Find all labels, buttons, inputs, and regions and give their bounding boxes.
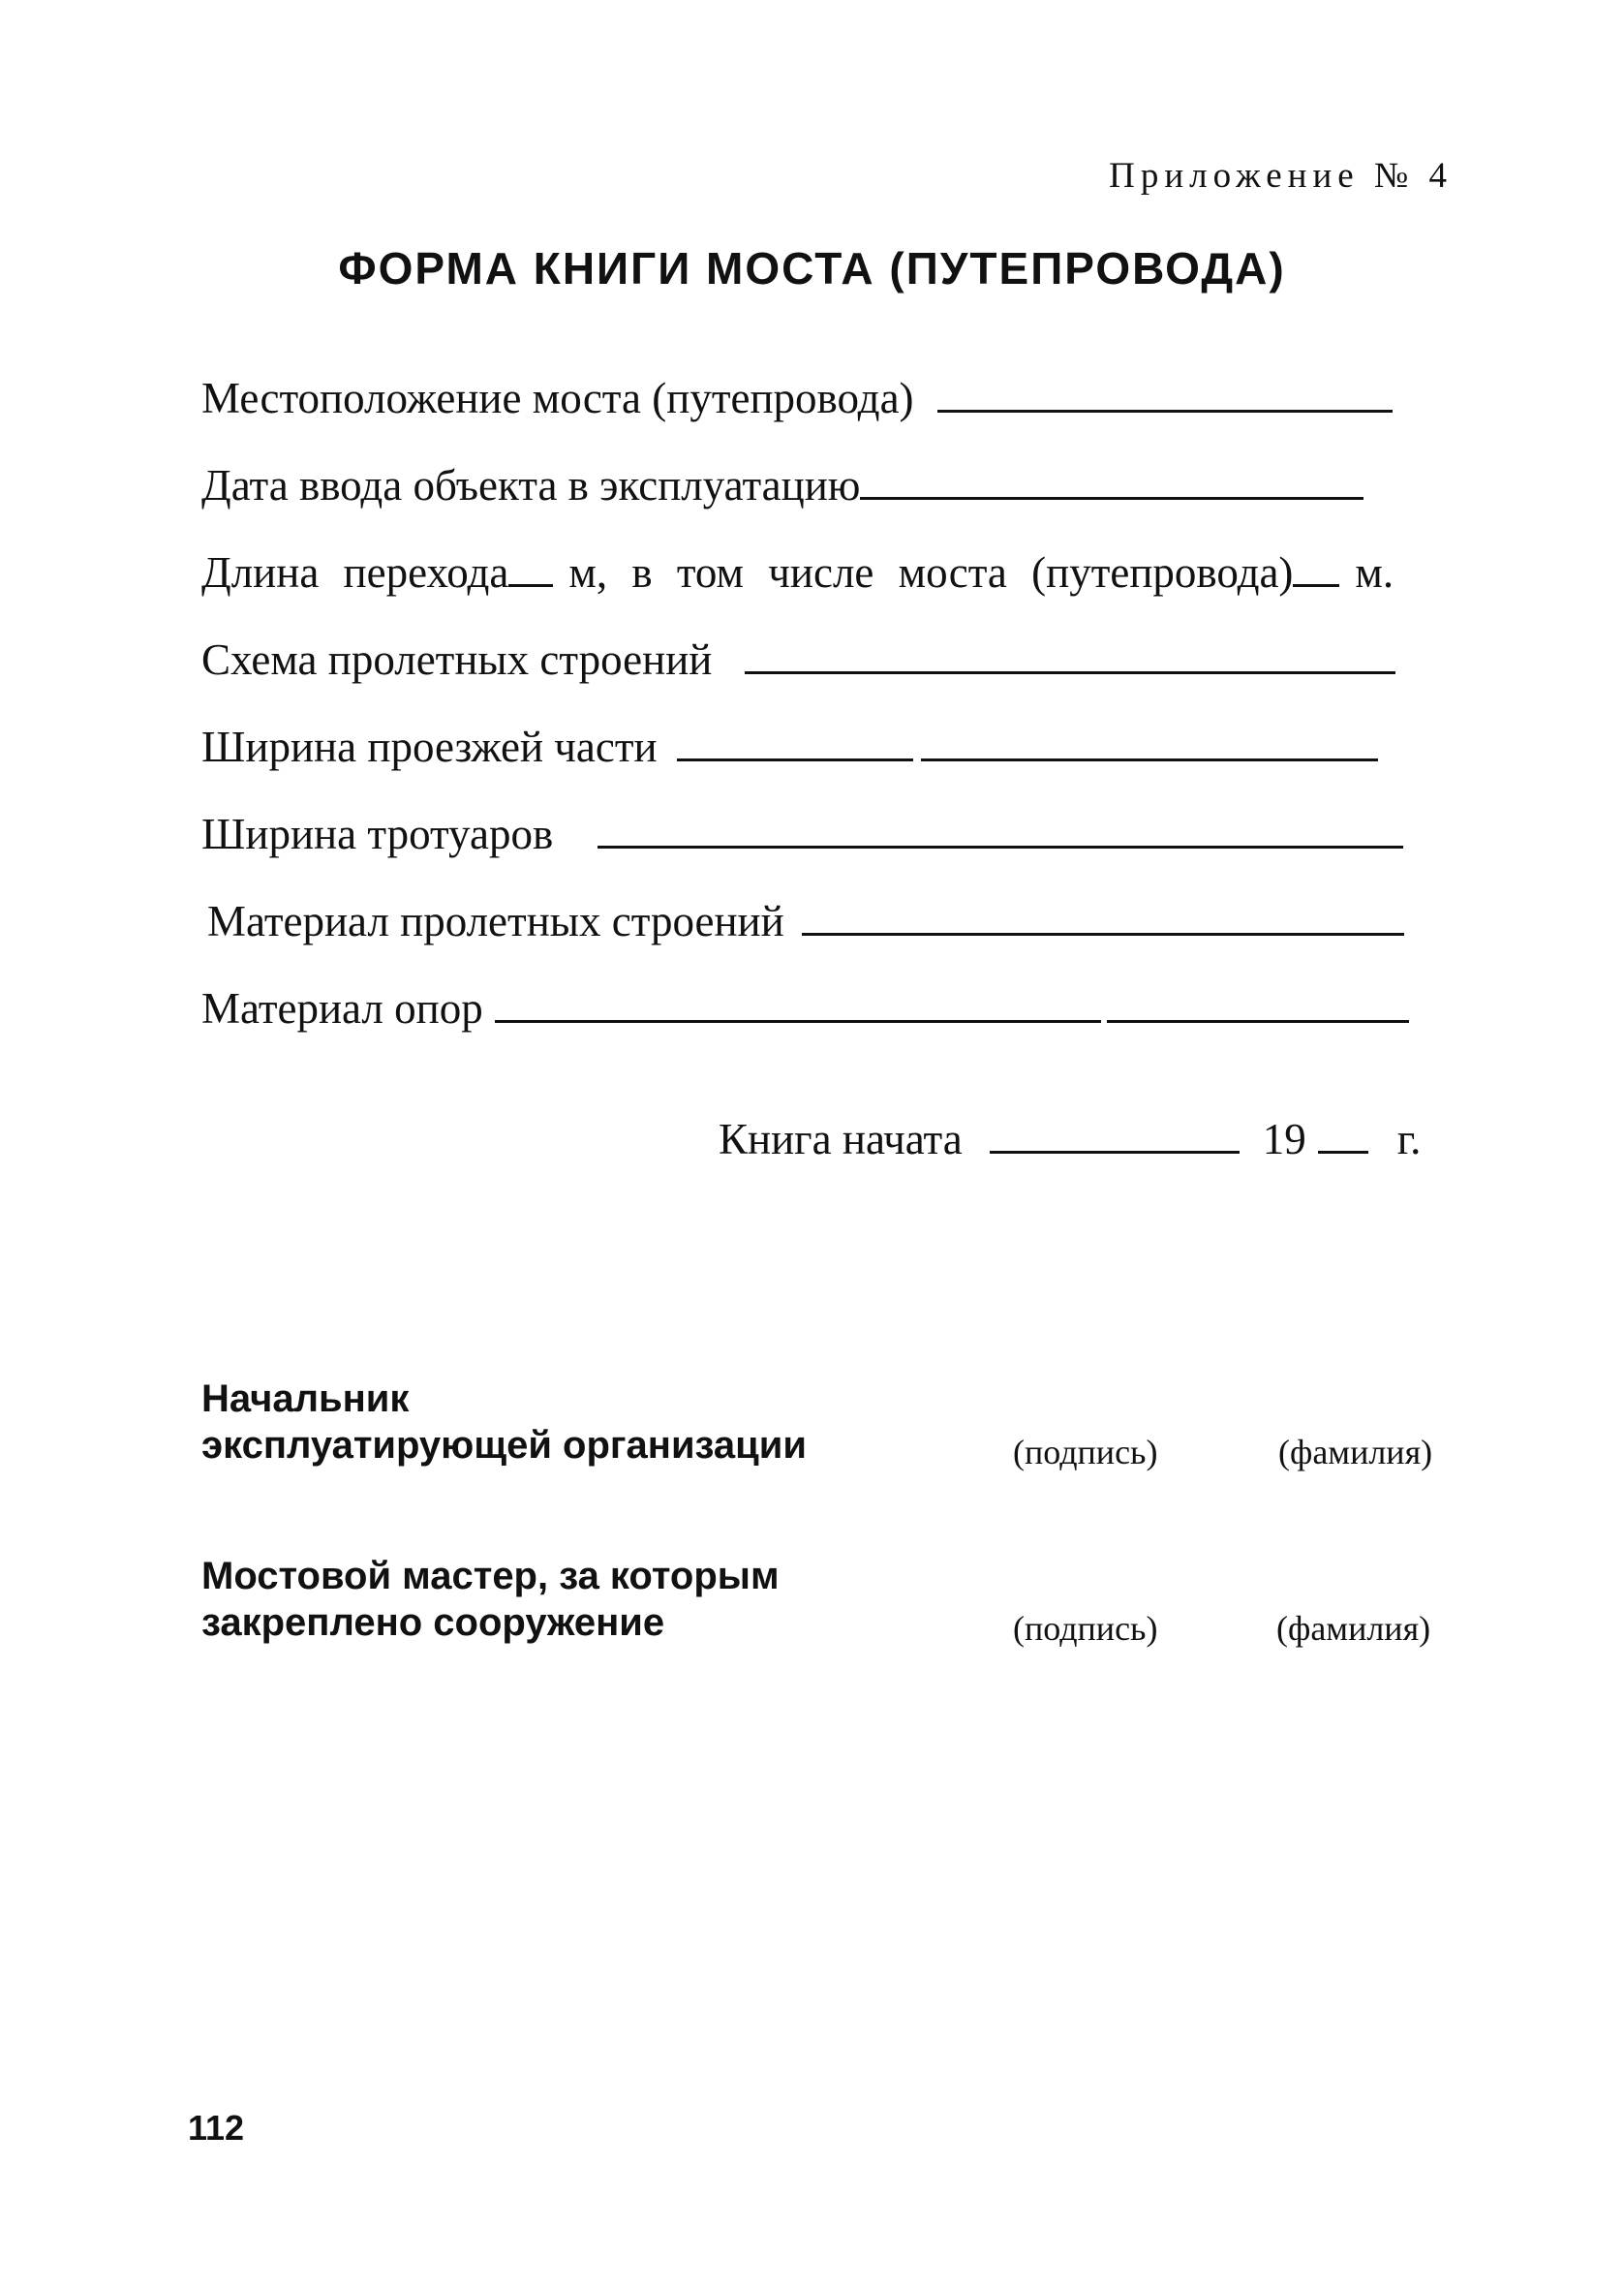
field-span-scheme-label: Схема пролетных строений <box>201 635 713 684</box>
field-span-scheme-line[interactable] <box>745 670 1395 674</box>
field-commission-date-label: Дата ввода объекта в эксплуатацию <box>201 461 861 510</box>
book-started-label: Книга начата <box>719 1115 963 1163</box>
field-span-material <box>207 896 1404 946</box>
field-location <box>201 373 1393 423</box>
field-length-end-unit: м. <box>1355 548 1394 597</box>
signature-role-master-line1: Мостовой мастер, за которым <box>201 1555 780 1597</box>
book-started-year-suffix: г. <box>1396 1115 1422 1163</box>
signature-head-signature-hint: (подпись) <box>1013 1433 1158 1471</box>
field-support-material <box>201 983 1409 1034</box>
signature-role-master <box>201 1553 780 1646</box>
signature-master-signature-hint: (подпись) <box>1013 1609 1158 1648</box>
appendix-label: Приложение № 4 <box>1109 156 1453 196</box>
signature-role-head <box>201 1376 807 1469</box>
field-length <box>201 547 1394 598</box>
signature-master-name-hint: (фамилия) <box>1276 1609 1431 1648</box>
signature-role-head-line2: эксплуатирующей организации <box>201 1424 807 1467</box>
field-support-material-label: Материал опор <box>201 984 483 1033</box>
field-sidewalk-width-label: Ширина тротуаров <box>201 810 554 858</box>
field-commission-date <box>201 460 1364 510</box>
field-span-scheme <box>201 634 1395 685</box>
page-number: 112 <box>188 2108 245 2148</box>
field-support-material-line-2[interactable] <box>1107 1019 1409 1023</box>
field-support-material-line-1[interactable] <box>495 1019 1101 1023</box>
field-sidewalk-width-line[interactable] <box>598 845 1403 849</box>
field-roadway-width-label: Ширина проезжей части <box>201 723 658 771</box>
field-commission-date-line[interactable] <box>860 496 1364 500</box>
field-span-material-label: Материал пролетных строений <box>207 897 784 945</box>
signature-role-head-line1: Начальник <box>201 1377 410 1420</box>
field-roadway-width-line-1[interactable] <box>677 758 913 761</box>
book-started-year-line[interactable] <box>1318 1150 1368 1154</box>
field-location-label: Местоположение моста (путепровода) <box>201 374 914 422</box>
signature-role-master-line2: закреплено сооружение <box>201 1601 665 1644</box>
book-started-date-line[interactable] <box>990 1150 1240 1154</box>
field-span-material-line[interactable] <box>802 932 1404 936</box>
field-sidewalk-width <box>201 809 1403 859</box>
field-length-bridge-line[interactable] <box>1293 583 1339 587</box>
field-roadway-width <box>201 722 1378 772</box>
book-started <box>719 1114 1421 1164</box>
field-length-unit-label: м, в том числе моста (путепровода) <box>568 548 1294 597</box>
signature-head-name-hint: (фамилия) <box>1278 1433 1433 1471</box>
field-roadway-width-line-2[interactable] <box>921 758 1378 761</box>
field-length-label: Длина перехода <box>201 548 509 597</box>
page-title: ФОРМА КНИГИ МОСТА (ПУТЕПРОВОДА) <box>338 243 1286 294</box>
field-location-line[interactable] <box>937 409 1393 413</box>
book-started-year-prefix: 19 <box>1262 1115 1306 1163</box>
field-length-total-line[interactable] <box>508 583 553 587</box>
